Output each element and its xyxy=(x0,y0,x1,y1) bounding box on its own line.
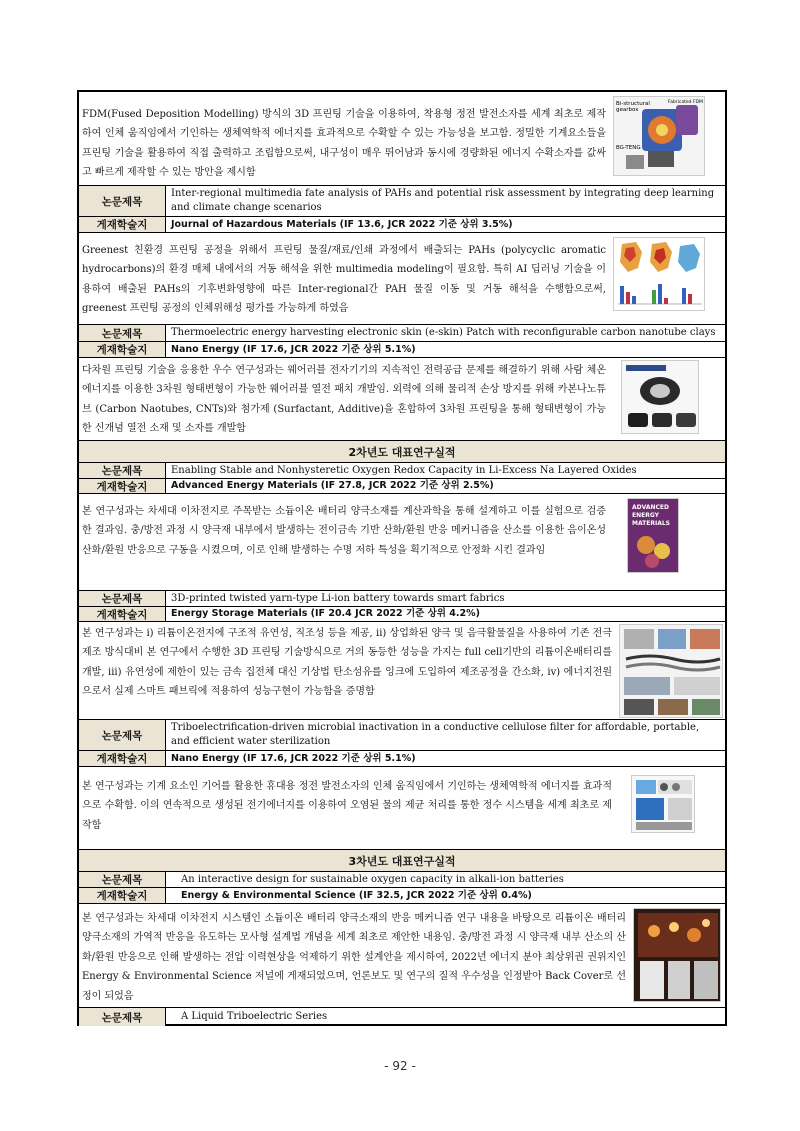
entry-oxygen-redox xyxy=(79,494,725,591)
figure-label: Fabricated FDM xyxy=(668,100,703,105)
journal-label: 게재학술지 xyxy=(79,888,166,903)
journal-label: 게재학술지 xyxy=(79,751,166,766)
paper-title: Thermoelectric energy harvesting electronic skin (e-skin) Patch with reconfigurable carbon nanotube clays xyxy=(171,327,716,338)
journal-label: 게재학술지 xyxy=(79,217,166,232)
title-label: 논문제목 xyxy=(79,186,166,216)
paper-title: Enabling Stable and Nonhysteretic Oxygen Redox Capacity in Li-Excess Na Layered Oxides xyxy=(171,464,637,476)
entry-summary: 다차원 프린팅 기술을 응용한 우수 연구성과는 웨어러블 전자기기의 지속적인 전력공급 문제를 해결하기 위해 사람 체온 에너지를 이용한 3차원 형태변형이 가능한 웨어러블 열전 패치 개발임. 외력에 의해 물리적 손상 방지를 위해 카본나노튜브 (Carbon Naotubes, CNTs)와 첨가제 (Surfactant, Additive)을 혼합하여 3차원 프린팅을 통해 형태변형이 가능한 신개념 열전 소재 및 소자를 개발함 xyxy=(82,365,606,435)
pah-map-figure xyxy=(613,237,705,311)
journal-label: 게재학술지 xyxy=(79,607,166,621)
entry-fdm xyxy=(79,92,725,186)
journal-cover-figure xyxy=(627,498,679,573)
title-row xyxy=(79,463,725,479)
back-cover-figure xyxy=(633,908,721,1002)
title-row xyxy=(79,325,725,342)
journal-row xyxy=(79,888,725,904)
title-row xyxy=(79,591,725,607)
section-heading: 3차년도 대표연구실적 xyxy=(79,849,725,872)
title-row xyxy=(79,872,725,888)
paper-title: An interactive design for sustainable oxygen capacity in alkali-ion batteries xyxy=(181,873,564,885)
journal-row xyxy=(79,751,725,767)
title-label: 논문제목 xyxy=(79,872,166,887)
journal-name: Energy & Environmental Science (IF 32.5, JCR 2022 기준 상위 0.4%) xyxy=(181,889,532,901)
paper-title: A Liquid Triboelectric Series xyxy=(181,1011,328,1022)
paper-title: 3D-printed twisted yarn-type Li-ion battery towards smart fabrics xyxy=(171,592,505,604)
journal-name: Journal of Hazardous Materials (IF 13.6, JCR 2022 기준 상위 3.5%) xyxy=(171,218,513,230)
journal-name: Energy Storage Materials (IF 20.4 JCR 2022 기준 상위 4.2%) xyxy=(171,608,480,619)
page-number: - 92 - xyxy=(384,1059,416,1073)
title-label: 논문제목 xyxy=(79,591,166,606)
section-heading: 2차년도 대표연구실적 xyxy=(79,440,725,463)
entry-summary: 본 연구성과는 기계 요소인 기어를 활용한 휴대용 정전 발전소자의 인체 움직임에서 기인하는 생체역학적 에너지를 효과적으로 수확함. 이의 연속적으로 생성된 전기에너지를 이용하여 오염된 물의 제균 처리를 통한 정수 시스템을 세계 최초로 제작함 xyxy=(82,781,612,831)
entry-oxygen-capacity xyxy=(79,904,725,1008)
journal-row xyxy=(79,607,725,622)
journal-row xyxy=(79,342,725,358)
entry-summary: FDM(Fused Deposition Modelling) 방식의 3D 프린팅 기술을 이용하여, 착용형 정전 발전소자를 세계 최초로 제작하여 인체 움직임에서 기인하는 생체역학적 에너지를 효과적으로 수확할 수 있는 가능성을 보고함. 정밀한 기계요소들을 프린팅 기술을 활용하여 직접 출력하고 조립함으로써, 내구성이 매우 뛰어남과 동시에 경량화된 에너지 수확소자를 값싸고 빠르게 제작할 수 있는 방안을 제시함 xyxy=(82,109,606,179)
journal-name: Nano Energy (IF 17.6, JCR 2022 기준 상위 5.1%) xyxy=(171,752,416,764)
research-results-table xyxy=(77,90,727,1026)
title-row xyxy=(79,1008,725,1026)
journal-label: 게재학술지 xyxy=(79,342,166,357)
journal-row xyxy=(79,479,725,494)
bio-structural-gear-figure xyxy=(613,96,705,176)
entry-yarn-battery xyxy=(79,622,725,720)
entry-summary: 본 연구성과는 차세대 이차전지 시스템인 소듐이온 배터리 양극소재의 반응 메커니즘 연구 내용을 바탕으로 리튬이온 배터리 양극소재의 가역적 반응을 유도하는 모사형 설계법 개념을 세계 최초로 제안한 내용임. 충/방전 과정 시 양극재 내부 산소의 산화/환원 반응으로 인해 발생하는 전압 이력현상을 억제하기 위한 설계안을 제시하여, 2022년 에너지 분야 최상위권 권위지인 Energy & Environmental Science 저널에 게재되었으며, 언론보도 및 연구의 질적 우수성을 인정받아 Back Cover로 선정이 되었음 xyxy=(82,913,626,1002)
figure-label: gearbox xyxy=(616,107,639,113)
yarn-battery-figure xyxy=(619,624,723,718)
paper-title: Inter-regional multimedia fate analysis of PAHs and potential risk assessment by integrating deep learning and climate change scenarios xyxy=(171,188,715,213)
entry-summary: Greenest 친환경 프린팅 공정을 위해서 프린팅 물질/재료/인쇄 과정에서 배출되는 PAHs (polycyclic aromatic hydrocarbons)의 환경 매체 내에서의 거동 해석을 위한 multimedia modeling이 필요함. 특히 AI 딥러닝 기술을 이용하여 배출된 PAHs의 기후변화영향에 따른 Inter-regional간 PAH 물질 이동 및 거동 해석을 수행함으로써, greenest 프린팅 공정의 인체위해성 평가를 가능하게 하였음 xyxy=(82,245,606,315)
entry-water-sterilization xyxy=(79,767,725,849)
title-label: 논문제목 xyxy=(79,463,166,478)
paper-title: Triboelectrification-driven microbial inactivation in a conductive cellulose filter for affordable, portable, and efficient water sterilization xyxy=(171,722,700,747)
title-label: 논문제목 xyxy=(79,325,166,341)
journal-name: Advanced Energy Materials (IF 27.8, JCR 2022 기준 상위 2.5%) xyxy=(171,480,494,491)
cover-text: MATERIALS xyxy=(632,520,670,527)
figure-label: BG-TENG xyxy=(616,145,641,151)
entry-eskin xyxy=(79,358,725,440)
journal-name: Nano Energy (IF 17.6, JCR 2022 기준 상위 5.1%) xyxy=(171,343,416,355)
figure-label: Bi-structural xyxy=(616,101,650,107)
title-row xyxy=(79,720,725,751)
journal-label: 게재학술지 xyxy=(79,479,166,493)
title-label: 논문제목 xyxy=(79,1008,166,1026)
title-row xyxy=(79,186,725,217)
title-label: 논문제목 xyxy=(79,720,166,750)
cover-text: ADVANCED xyxy=(632,504,670,511)
entry-pahs xyxy=(79,233,725,325)
entry-summary: 본 연구성과는 i) 리튬이온전지에 구조적 유연성, 직조성 등을 제공, ii) 상업화된 양극 및 음극활물질을 사용하여 기존 전극제조 방식대비 본 연구에서 수행한 3D 프린팅 기술방식으로 거의 동등한 성능을 가지는 full cell기반의 리튬이온배터리를 개발, iii) 유연성에 제한이 있는 금속 집전체 대신 기상법 탄소섬유를 잉크에 도입하여 제조공정을 간소화, iv) 에너지전원으로서 실제 스마트 패브릭에 적용하여 성능구현이 가능함을 증명함 xyxy=(82,628,612,698)
cover-text: ENERGY xyxy=(632,512,659,519)
journal-row xyxy=(79,217,725,233)
water-sterilization-figure xyxy=(631,775,695,833)
entry-summary: 본 연구성과는 차세대 이차전지로 주목받는 소듐이온 배터리 양극소재를 계산과학을 통해 설계하고 이를 실험으로 검증한 결과임. 충/방전 과정 시 양극재 내부에서 발생하는 전이금속 기반 산화/환원 반응 메커니즘을 산소를 이용한 음이온성 산화/환원 반응으로 구동을 시켰으며, 이로 인해 발생하는 수명 저하 특성을 획기적으로 안정화 시킨 결과임 xyxy=(82,506,606,556)
e-skin-patch-figure xyxy=(621,360,699,434)
